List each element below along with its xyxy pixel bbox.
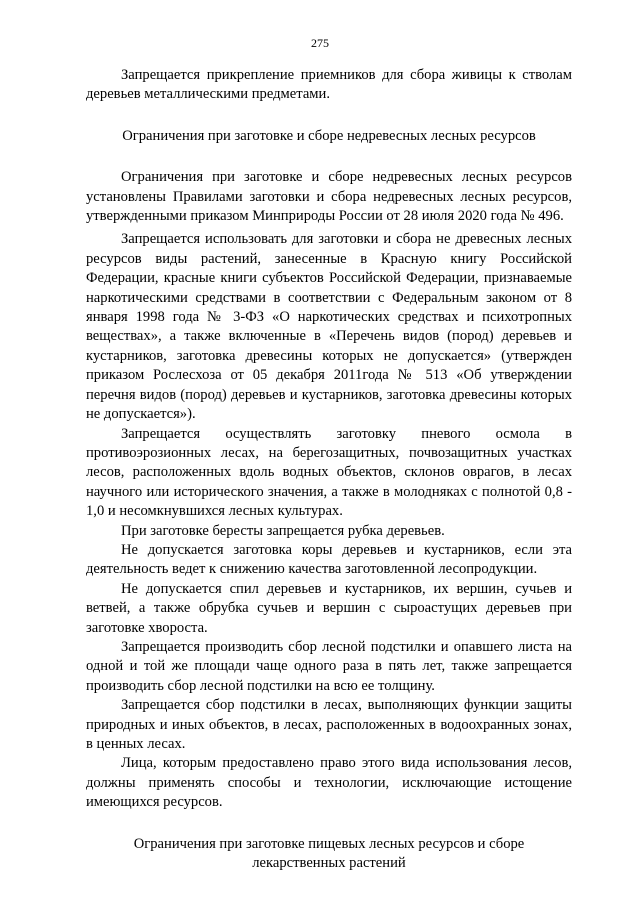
section-heading-non-wood-resources: Ограничения при заготовке и сборе недревесных лесных ресурсов [122,127,536,144]
paragraph: Лица, которым предоставлено право этого вида использования лесов, должны применять способы и технологии, исключающие истощение имеющихся ресурсов. [86,755,572,811]
paragraph: Не допускается спил деревьев и кустарников, их вершин, сучьев и ветвей, а также обрубка сучьев и вершин с сыроастущих деревьев при заготовке хвороста. [86,580,572,636]
paragraph: Запрещается осуществлять заготовку пневого осмола в противоэрозионных лесах, на берегозащитных, почвозащитных участках лесов, расположенных вдоль водных объектов, склонов оврагов, в лесах научного или исторического значения, а также в молодняках с полнотой 0,8 - 1,0 и несомкнувшихся лесных культурах. [86,425,572,520]
paragraph: Запрещается сбор подстилки в лесах, выполняющих функции защиты природных и иных объектов, в лесах, расположенных в водоохранных зонах, в ценных лесах. [86,697,572,752]
paragraph: Запрещается использовать для заготовки и сбора не древесных лесных ресурсов виды растений, занесенные в Красную книгу Российской Федерации, красные книги субъектов Российской Федерации, признаваемые наркотическими средствами в соответствии с Федеральным законом от 8 января 1998 года № 3-ФЗ «О наркотических средствах и психотропных веществах», а также включенные в «Перечень видов (пород) деревьев и кустарников, заготовка древесины которых не допускается» (утвержден приказом Рослесхоза от 05 декабря 2011года № 513 «Об утверждении перечня видов (пород) деревьев и кустарников, заготовка древесины которых не допускается»). [86,231,572,423]
paragraph: При заготовке бересты запрещается рубка деревьев. [121,522,445,539]
section-heading-food-resources-line2: лекарственных растений [252,855,406,872]
page-number: 275 [311,36,329,50]
paragraph: Ограничения при заготовке и сборе недревесных лесных ресурсов установлены Правилами заготовки и сбора недревесных лесных ресурсов, утвержденными приказом Минприроды России от 28 июля 2020 года № 496. [86,169,572,225]
section-heading-food-resources-line1: Ограничения при заготовке пищевых лесных ресурсов и сборе [133,835,525,852]
paragraph: Не допускается заготовка коры деревьев и кустарников, если эта деятельность ведет к снижению качества заготовленной лесопродукции. [86,541,572,578]
page-body [86,66,572,873]
paragraph: Запрещается производить сбор лесной подстилки и опавшего листа на одной и той же площади чаще одного раза в пять лет, также запрещается производить сбор лесной подстилки на всю ее толщину. [86,638,572,694]
paragraph-resin-collection: Запрещается прикрепление приемников для сбора живицы к стволам деревьев металлическими предметами. [86,67,572,103]
